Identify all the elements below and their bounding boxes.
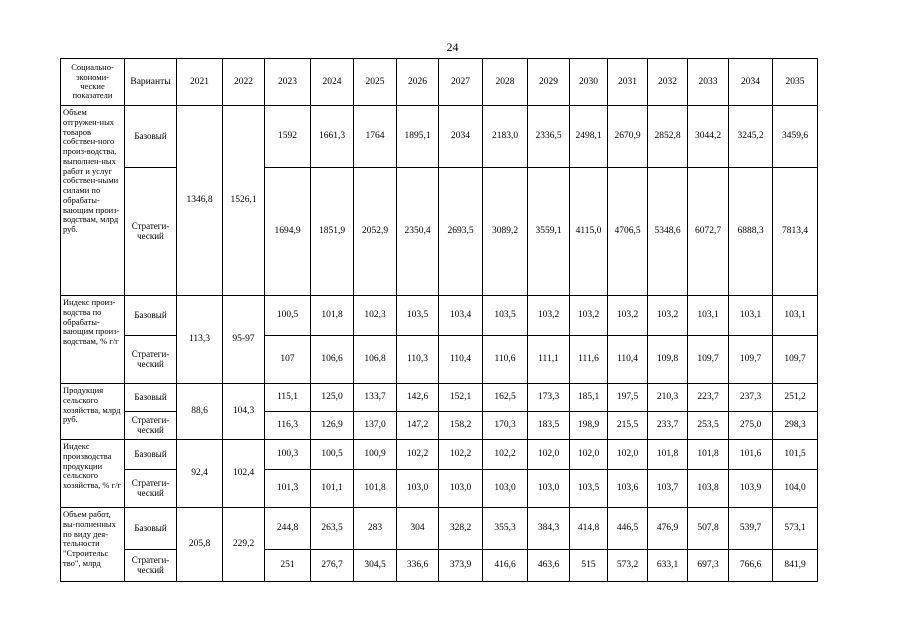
value-cell-2022: 95-97: [223, 296, 265, 384]
value-cell: 103,7: [648, 470, 688, 508]
value-cell: 162,5: [483, 384, 528, 412]
table-row: [61, 296, 818, 336]
header-year: 2023: [265, 59, 311, 106]
value-cell: 1694,9: [265, 168, 311, 296]
value-cell: 137,0: [354, 412, 397, 440]
value-cell: 446,5: [608, 508, 648, 550]
value-cell: 133,7: [354, 384, 397, 412]
value-cell: 2350,4: [397, 168, 439, 296]
value-cell: 515: [570, 550, 608, 582]
value-cell: 373,9: [439, 550, 483, 582]
value-cell: 2498,1: [570, 106, 608, 168]
value-cell: 1851,9: [311, 168, 354, 296]
value-cell: 102,0: [570, 440, 608, 470]
value-cell: 109,7: [773, 336, 818, 384]
value-cell-2022: 104,3: [223, 384, 265, 440]
value-cell: 104,0: [773, 470, 818, 508]
value-cell: 251: [265, 550, 311, 582]
value-cell: 3559,1: [528, 168, 570, 296]
table-row: [61, 412, 818, 440]
header-year: 2035: [773, 59, 818, 106]
value-cell: 109,7: [729, 336, 773, 384]
value-cell: 111,6: [570, 336, 608, 384]
indicators-table: [60, 58, 818, 582]
value-cell: 109,7: [688, 336, 729, 384]
value-cell: 101,8: [311, 296, 354, 336]
value-cell: 103,2: [648, 296, 688, 336]
value-cell: 6888,3: [729, 168, 773, 296]
value-cell: 173,3: [528, 384, 570, 412]
value-cell: 3459,6: [773, 106, 818, 168]
indicator-label: Объем отгружен-ных товаров собствен-ного произ-водства, выполнен-ных работ и услуг собствен-ными силами по обрабаты-вающим произ-водствам, млрд руб.: [61, 106, 125, 296]
value-cell: 102,0: [528, 440, 570, 470]
value-cell: 539,7: [729, 508, 773, 550]
value-cell: 355,3: [483, 508, 528, 550]
value-cell: 298,3: [773, 412, 818, 440]
value-cell: 210,3: [648, 384, 688, 412]
header-year: 2034: [729, 59, 773, 106]
header-year: 2024: [311, 59, 354, 106]
value-cell: 253,5: [688, 412, 729, 440]
value-cell: 103,5: [483, 296, 528, 336]
value-cell: 126,9: [311, 412, 354, 440]
header-year: 2033: [688, 59, 729, 106]
value-cell: 103,0: [483, 470, 528, 508]
value-cell: 328,2: [439, 508, 483, 550]
value-cell: 304: [397, 508, 439, 550]
indicator-label: Продукция сельского хозяйства, млрд руб.: [61, 384, 125, 440]
value-cell: 476,9: [648, 508, 688, 550]
value-cell: 336,6: [397, 550, 439, 582]
value-cell: 101,8: [354, 470, 397, 508]
value-cell: 152,1: [439, 384, 483, 412]
value-cell: 766,6: [729, 550, 773, 582]
value-cell: 2693,5: [439, 168, 483, 296]
value-cell: 170,3: [483, 412, 528, 440]
value-cell: 841,9: [773, 550, 818, 582]
value-cell: 414,8: [570, 508, 608, 550]
variant-label: Стратеги-ческий: [125, 336, 177, 384]
value-cell: 384,3: [528, 508, 570, 550]
value-cell: 100,3: [265, 440, 311, 470]
variant-label: Базовый: [125, 440, 177, 470]
variant-label: Стратеги-ческий: [125, 470, 177, 508]
value-cell-2021: 113,3: [177, 296, 223, 384]
value-cell: 1895,1: [397, 106, 439, 168]
value-cell: 103,6: [608, 470, 648, 508]
header-year: 2027: [439, 59, 483, 106]
value-cell: 111,1: [528, 336, 570, 384]
value-cell-2021: 92,4: [177, 440, 223, 508]
value-cell: 142,6: [397, 384, 439, 412]
table-row: [61, 336, 818, 384]
value-cell-2022: 229,2: [223, 508, 265, 582]
value-cell: 2670,9: [608, 106, 648, 168]
value-cell: 109,8: [648, 336, 688, 384]
value-cell: 101,1: [311, 470, 354, 508]
value-cell: 5348,6: [648, 168, 688, 296]
variant-label: Базовый: [125, 106, 177, 168]
value-cell: 103,0: [439, 470, 483, 508]
value-cell: 573,1: [773, 508, 818, 550]
value-cell: 125,0: [311, 384, 354, 412]
table-row: [61, 440, 818, 470]
value-cell: 573,2: [608, 550, 648, 582]
table-row: [61, 384, 818, 412]
variant-label: Базовый: [125, 384, 177, 412]
value-cell-2021: 1346,8: [177, 106, 223, 296]
value-cell: 197,5: [608, 384, 648, 412]
value-cell: 275,0: [729, 412, 773, 440]
value-cell: 4115,0: [570, 168, 608, 296]
table-row: [61, 550, 818, 582]
value-cell: 102,2: [439, 440, 483, 470]
value-cell: 101,5: [773, 440, 818, 470]
value-cell: 7813,4: [773, 168, 818, 296]
value-cell: 103,1: [729, 296, 773, 336]
value-cell-2021: 88,6: [177, 384, 223, 440]
value-cell: 101,3: [265, 470, 311, 508]
header-year: 2030: [570, 59, 608, 106]
value-cell: 223,7: [688, 384, 729, 412]
value-cell: 103,5: [397, 296, 439, 336]
value-cell: 3044,2: [688, 106, 729, 168]
value-cell-2021: 205,8: [177, 508, 223, 582]
value-cell: 103,2: [528, 296, 570, 336]
value-cell: 103,0: [528, 470, 570, 508]
value-cell: 103,9: [729, 470, 773, 508]
header-year: 2028: [483, 59, 528, 106]
value-cell-2022: 102,4: [223, 440, 265, 508]
page-number: 24: [446, 40, 459, 54]
value-cell: 102,3: [354, 296, 397, 336]
header-year: 2022: [223, 59, 265, 106]
variant-label: Стратеги-ческий: [125, 168, 177, 296]
value-cell: 101,8: [648, 440, 688, 470]
value-cell: 115,1: [265, 384, 311, 412]
value-cell: 116,3: [265, 412, 311, 440]
header-year: 2025: [354, 59, 397, 106]
value-cell: 103,2: [608, 296, 648, 336]
value-cell: 1764: [354, 106, 397, 168]
value-cell: 215,5: [608, 412, 648, 440]
value-cell: 1661,3: [311, 106, 354, 168]
value-cell: 158,2: [439, 412, 483, 440]
value-cell: 110,3: [397, 336, 439, 384]
variant-label: Стратеги-ческий: [125, 550, 177, 582]
value-cell: 106,6: [311, 336, 354, 384]
header-indicator: Социально- экономи- ческие показатели: [61, 59, 125, 106]
value-cell: 304,5: [354, 550, 397, 582]
value-cell: 100,9: [354, 440, 397, 470]
value-cell: 233,7: [648, 412, 688, 440]
value-cell: 103,4: [439, 296, 483, 336]
indicator-label: Индекс произ-водства по обрабаты-вающим произ-водствам, % г/г: [61, 296, 125, 384]
header-year: 2032: [648, 59, 688, 106]
value-cell: 101,8: [688, 440, 729, 470]
value-cell: 2852,8: [648, 106, 688, 168]
value-cell-2022: 1526,1: [223, 106, 265, 296]
value-cell: 101,6: [729, 440, 773, 470]
value-cell: 107: [265, 336, 311, 384]
header-row: [61, 59, 818, 106]
header-year: 2031: [608, 59, 648, 106]
value-cell: 103,0: [397, 470, 439, 508]
value-cell: 102,2: [397, 440, 439, 470]
header-year: 2021: [177, 59, 223, 106]
value-cell: 263,5: [311, 508, 354, 550]
header-year: 2029: [528, 59, 570, 106]
value-cell: 4706,5: [608, 168, 648, 296]
value-cell: 100,5: [311, 440, 354, 470]
value-cell: 106,8: [354, 336, 397, 384]
variant-label: Базовый: [125, 296, 177, 336]
value-cell: 1592: [265, 106, 311, 168]
value-cell: 2183,0: [483, 106, 528, 168]
value-cell: 198,9: [570, 412, 608, 440]
table-row: [61, 508, 818, 550]
value-cell: 110,4: [608, 336, 648, 384]
table-row: [61, 470, 818, 508]
value-cell: 183,5: [528, 412, 570, 440]
variant-label: Базовый: [125, 508, 177, 550]
value-cell: 102,0: [608, 440, 648, 470]
value-cell: 251,2: [773, 384, 818, 412]
value-cell: 244,8: [265, 508, 311, 550]
value-cell: 633,1: [648, 550, 688, 582]
value-cell: 276,7: [311, 550, 354, 582]
value-cell: 283: [354, 508, 397, 550]
value-cell: 102,2: [483, 440, 528, 470]
value-cell: 416,6: [483, 550, 528, 582]
value-cell: 237,3: [729, 384, 773, 412]
value-cell: 103,1: [688, 296, 729, 336]
value-cell: 100,5: [265, 296, 311, 336]
value-cell: 507,8: [688, 508, 729, 550]
value-cell: 3245,2: [729, 106, 773, 168]
header-variant: Варианты: [125, 59, 177, 106]
value-cell: 110,6: [483, 336, 528, 384]
value-cell: 103,8: [688, 470, 729, 508]
indicator-label: Объем работ, вы-полненных по виду дея-тельности "Строительс тво", млрд: [61, 508, 125, 582]
value-cell: 6072,7: [688, 168, 729, 296]
header-year: 2026: [397, 59, 439, 106]
value-cell: 697,3: [688, 550, 729, 582]
indicator-label: Индекс производства продукции сельского хозяйства, % г/г: [61, 440, 125, 508]
value-cell: 103,1: [773, 296, 818, 336]
value-cell: 2052,9: [354, 168, 397, 296]
value-cell: 463,6: [528, 550, 570, 582]
value-cell: 2034: [439, 106, 483, 168]
value-cell: 147,2: [397, 412, 439, 440]
value-cell: 110,4: [439, 336, 483, 384]
value-cell: 2336,5: [528, 106, 570, 168]
value-cell: 3089,2: [483, 168, 528, 296]
value-cell: 185,1: [570, 384, 608, 412]
variant-label: Стратеги-ческий: [125, 412, 177, 440]
value-cell: 103,2: [570, 296, 608, 336]
value-cell: 103,5: [570, 470, 608, 508]
table-row: [61, 168, 818, 296]
table-row: [61, 106, 818, 168]
